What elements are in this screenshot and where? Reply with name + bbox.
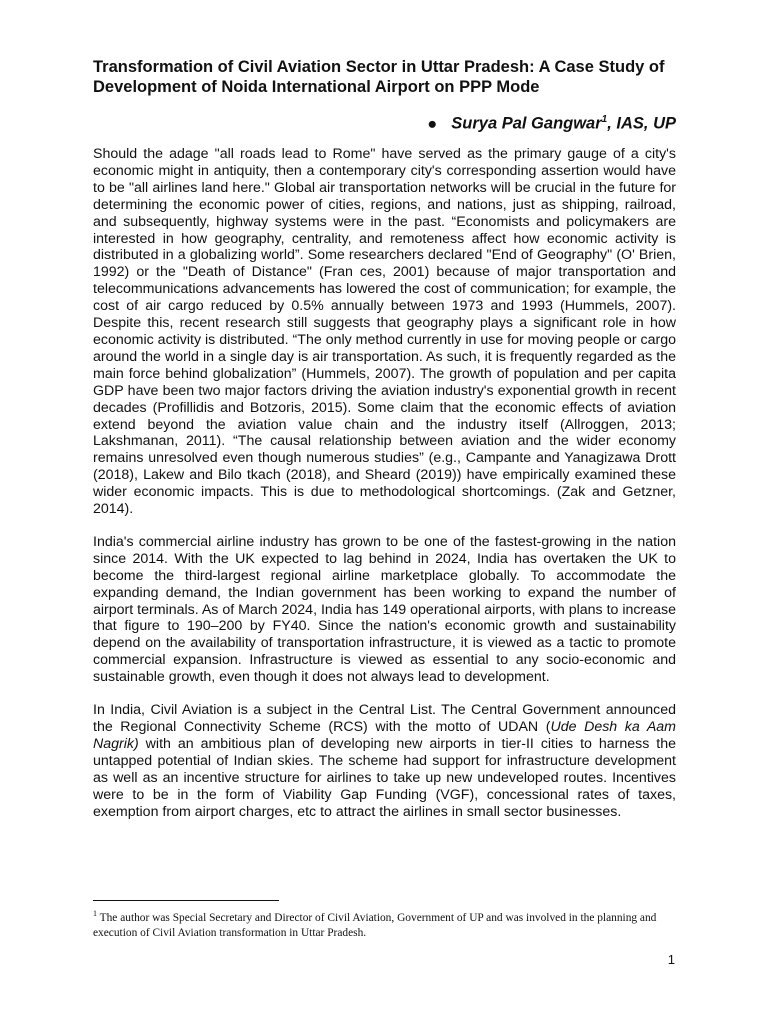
paragraph-3-italic: Ude Desh ka Aam Nagrik) <box>93 719 676 752</box>
footnote-reference[interactable]: 1 <box>601 114 608 125</box>
page-number: 1 <box>667 952 675 967</box>
author-line <box>427 110 676 134</box>
bullet-icon: ● <box>427 114 438 133</box>
paragraph-3-text-after: with an ambitious plan of developing new airports in tier-II cities to harness the untapped potential of Indian skies. The scheme had support for infrastructure development as well as an incentive structure for airlines to take up new undeveloped routes. Incentives were to be in the form of Viability Gap Funding (VGF), concessional rates of taxes, exemption from airport charges, etc to attract the airlines in small sector businesses. <box>93 735 676 820</box>
footnote-divider <box>93 900 279 901</box>
paragraph-3-text-before: In India, Civil Aviation is a subject in the Central List. The Central Government announced the Regional Connectivity Scheme (RCS) with the motto of UDAN ( <box>93 702 676 735</box>
author-name: Surya Pal Gangwar <box>451 114 602 133</box>
paragraph-1: Should the adage "all roads lead to Rome" have served as the primary gauge of a city's economic might in antiquity, then a contemporary city's corresponding assertion would have to be "all airlines land here." Global air transportation networks will be crucial in the future for determining the economic power of cities, regions, and nations, just as shipping, railroad, and subsequently, highway systems were in the past. “Economists and policymakers are interested in how geography, centrality, and remoteness affect how economic activity is distributed in a globalizing world”. Some researchers declared "End of Geography" (O' Brien, 1992) or the "Death of Distance" (Fran ces, 2001) because of major transportation and telecommunications advancements has lowered the cost of communication; for example, the cost of air cargo reduced by 0.5% annually between 1973 and 1993 (Hummels, 2007). Despite this, recent research still suggests that geography plays a significant role in how economic activity is distributed. “The only method currently in use for moving people or cargo around the world in a single day is air transportation. As such, it is frequently regarded as the main force behind globalization” (Hummels, 2007). The growth of population and per capita GDP have been two major factors driving the aviation industry's exponential growth in recent decades (Profillidis and Botzoris, 2015). Some claim that the economic effects of aviation extend beyond the aviation value chain and the industry itself (Allroggen, 2013; Lakshmanan, 2011). “The causal relationship between aviation and the wider economy remains unresolved even though numerous studies” (e.g., Campante and Yanagizawa Drott (2018), Lakew and Bilo tkach (2018), and Sheard (2019)) have empirically examined these wider economic impacts. This is due to methodological shortcomings. (Zak and Getzner, 2014). <box>93 146 676 518</box>
footnote-marker: 1 <box>93 909 97 918</box>
footnote-text: The author was Special Secretary and Director of Civil Aviation, Government of UP and was involved in the planning and execution of Civil Aviation transformation in Uttar Pradesh. <box>93 911 657 939</box>
author-affiliation: , IAS, UP <box>607 114 676 133</box>
paragraph-2: India's commercial airline industry has grown to be one of the fastest-growing in the nation since 2014. With the UK expected to lag behind in 2024, India has overtaken the UK to become the third-largest regional airline marketplace globally. To accommodate the expanding demand, the Indian government has been working to expand the number of airport terminals. As of March 2024, India has 149 operational airports, with plans to increase that figure to 190–200 by FY40. Since the nation's economic growth and sustainability depend on the availability of transportation infrastructure, it is viewed as a tactic to promote commercial expansion. Infrastructure is viewed as essential to any socio-economic and sustainable growth, even though it does not always lead to development. <box>93 533 676 686</box>
body-text <box>93 146 676 836</box>
document-title: Transformation of Civil Aviation Sector in Uttar Pradesh: A Case Study of Development of Noida International Airport on PPP Mode <box>93 58 665 96</box>
paragraph-3 <box>93 702 676 820</box>
footnote <box>93 906 678 941</box>
